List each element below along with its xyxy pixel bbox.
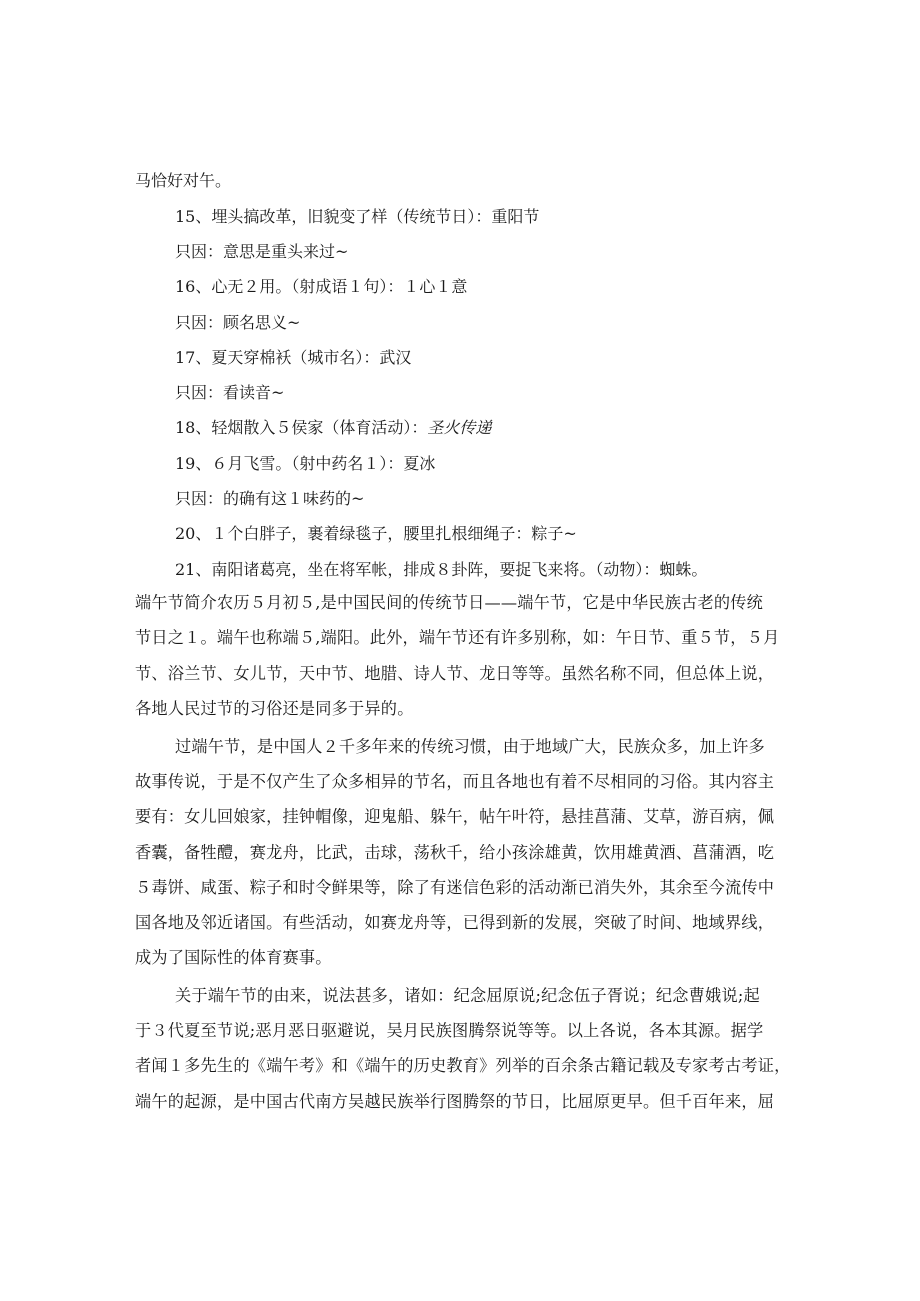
riddle-line: 20、１个白胖子，裹着绿毯子，腰里扎根细绳子：粽子~ [175,524,577,543]
paragraph-2-line: ５毒饼、咸蛋、粽子和时令鲜果等，除了有迷信色彩的活动渐已消失外，其余至今流传中 [135,878,775,897]
riddle-18-answer: 圣火传递 [427,418,492,437]
riddle-line: 只因：意思是重头来过~ [175,242,349,261]
riddle-line: 只因：看读音~ [175,383,285,402]
riddle-line: 17、夏天穿棉袄（城市名）：武汉 [175,348,412,367]
riddle-line: 21、南阳诸葛亮，坐在将军帐，排成８卦阵，要捉飞来将。（动物）：蜘蛛。 [175,560,708,579]
paragraph-2-line: 国各地及邻近诸国。有些活动，如赛龙舟等，已得到新的发展，突破了时间、地域界线， [135,913,775,932]
paragraph-2-line: 成为了国际性的体育赛事。 [135,948,332,967]
paragraph-2-line: 香囊，备牲醴，赛龙舟，比武，击球，荡秋千，给小孩涂雄黄，饮用雄黄酒、菖蒲酒，吃 [135,843,775,862]
paragraph-2-line: 故事传说，于是不仅产生了众多相异的节名，而且各地也有着不尽相同的习俗。其内容主 [135,772,775,791]
paragraph-3-line: 关于端午节的由来，说法甚多，诸如：纪念屈原说;纪念伍子胥说；纪念曹娥说;起 [175,986,760,1005]
paragraph-3-line: 于３代夏至节说;恶月恶日驱避说，吴月民族图腾祭说等等。以上各说，各本其源。据学 [135,1021,764,1040]
paragraph-1-line: 端午节简介农历５月初５,是中国民间的传统节日——端午节，它是中华民族古老的传统 [135,593,764,612]
paragraph-1-line: 节日之１。端午也称端５,端阳。此外，端午节还有许多别称，如：午日节、重５节，５月 [135,628,780,647]
riddle-line: 只因：的确有这１味药的~ [175,489,365,508]
riddle-line: 15、埋头搞改革，旧貌变了样（传统节日）：重阳节 [175,207,540,226]
riddle-line: 马恰好对午。 [135,171,232,190]
paragraph-3-line: 端午的起源，是中国古代南方吴越民族举行图腾祭的节日，比屈原更早。但千百年来，屈 [135,1092,775,1111]
paragraph-1-line: 各地人民过节的习俗还是同多于异的。 [135,699,414,718]
paragraph-2-line: 过端午节，是中国人２千多年来的传统习惯，由于地域广大，民族众多，加上许多 [175,737,765,756]
riddle-line: 只因：顾名思义~ [175,313,301,332]
paragraph-2-line: 要有：女儿回娘家，挂钟帽像，迎鬼船、躲午，帖午叶符，悬挂菖蒲、艾草，游百病，佩 [135,807,775,826]
riddle-line-18 [0,418,920,438]
riddle-18-question: 18、轻烟散入５侯家（体育活动）： [175,418,428,437]
paragraph-3-line: 者闻１多先生的《端午考》和《端午的历史教育》列举的百余条古籍记载及专家考古考证， [135,1056,791,1075]
riddle-line: 19、６月飞雪。（射中药名１）：夏冰 [175,454,436,473]
paragraph-1-line: 节、浴兰节、女儿节，天中节、地腊、诗人节、龙日等等。虽然名称不同，但总体上说， [135,664,775,683]
riddle-line: 16、心无２用。（射成语１句）：１心１意 [175,277,468,296]
